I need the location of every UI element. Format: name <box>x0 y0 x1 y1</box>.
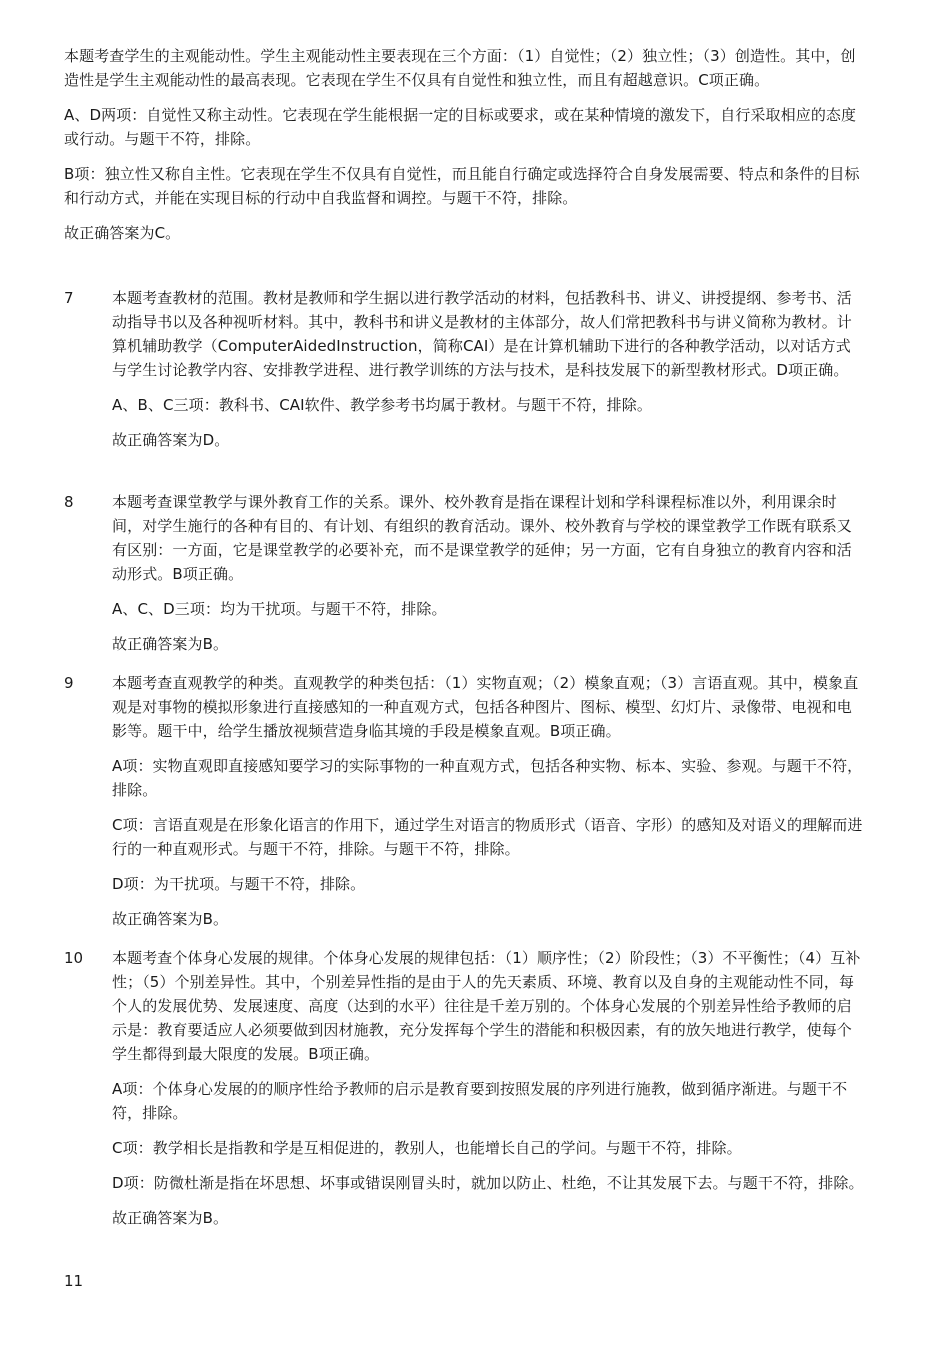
option-analysis: A、C、D三项：均为干扰项。与题干不符，排除。 <box>112 600 447 618</box>
option-a-analysis: A项：实物直观即直接感知要学习的实际事物的一种直观方式，包括各种实物、标本、实验、参观。与题干不符，排除。 <box>112 757 863 799</box>
intro-explanation <box>64 44 864 256</box>
question-number: 9 <box>64 674 74 692</box>
correct-answer: 故正确答案为B。 <box>112 635 229 653</box>
analysis-paragraph: 本题考查课堂教学与课外教育工作的关系。课外、校外教育是指在课程计划和学科课程标准以外，利用课余时间，对学生施行的各种有目的、有计划、有组织的教育活动。课外、校外教育与学校的课堂教学工作既有联系又有区别：一方面，它是课堂教学的必要补充，而不是课堂教学的延伸；另一方面，它有自身独立的教育内容和活动形式。B项正确。 <box>112 493 852 583</box>
question-number: 7 <box>64 289 74 307</box>
question-8 <box>64 490 864 667</box>
option-c-analysis: C项：言语直观是在形象化语言的作用下，通过学生对语言的物质形式（语音、字形）的感知及对语义的理解而进行的一种直观形式。与题干不符，排除。与题干不符，排除。 <box>112 816 863 858</box>
correct-answer: 故正确答案为B。 <box>112 910 229 928</box>
intro-answer: 故正确答案为C。 <box>64 224 181 242</box>
question-number: 8 <box>64 493 74 511</box>
option-d-analysis: D项：为干扰项。与题干不符，排除。 <box>112 875 366 893</box>
question-body <box>112 671 864 931</box>
question-9 <box>64 671 864 942</box>
question-7 <box>64 286 864 463</box>
intro-paragraph-2: A、D两项：自觉性又称主动性。它表现在学生能根据一定的目标或要求，或在某种情境的激发下，自行采取相应的态度或行动。与题干不符，排除。 <box>64 106 857 148</box>
question-body <box>112 946 864 1230</box>
question-body <box>112 490 864 656</box>
question-number: 10 <box>64 949 84 967</box>
question-10 <box>64 946 864 1241</box>
correct-answer: 故正确答案为B。 <box>112 1209 229 1227</box>
correct-answer: 故正确答案为D。 <box>112 431 230 449</box>
question-number: 11 <box>64 1272 84 1290</box>
analysis-paragraph: 本题考查个体身心发展的规律。个体身心发展的规律包括：（1）顺序性；（2）阶段性；（3）不平衡性；（4）互补性；（5）个别差异性。其中，个别差异性指的是由于人的先天素质、环境、教育以及自身的主观能动性不同，每个人的发展优势、发展速度、高度（达到的水平）往往是千差万别的。个体身心发展的个别差异性给予教师的启示是：教育要适应人必须要做到因材施教，充分发挥每个学生的潜能和积极因素，有的放矢地进行教学，使每个学生都得到最大限度的发展。B项正确。 <box>112 949 861 1063</box>
option-analysis: A、B、C三项：教科书、CAI软件、教学参考书均属于教材。与题干不符，排除。 <box>112 396 652 414</box>
intro-paragraph-1: 本题考查学生的主观能动性。学生主观能动性主要表现在三个方面：（1）自觉性；（2）独立性；（3）创造性。其中，创造性是学生主观能动性的最高表现。它表现在学生不仅具有自觉性和独立性，而且有超越意识。C项正确。 <box>64 47 856 89</box>
question-body <box>112 286 864 452</box>
intro-paragraph-3: B项：独立性又称自主性。它表现在学生不仅具有自觉性，而且能自行确定或选择符合自身发展需要、特点和条件的目标和行动方式，并能在实现目标的行动中自我监督和调控。与题干不符，排除。 <box>64 165 860 207</box>
option-c-analysis: C项：教学相长是指教和学是互相促进的，教别人，也能增长自己的学问。与题干不符，排除。 <box>112 1139 742 1157</box>
option-a-analysis: A项：个体身心发展的的顺序性给予教师的启示是教育要到按照发展的序列进行施教，做到循序渐进。与题干不符，排除。 <box>112 1080 848 1122</box>
analysis-paragraph: 本题考查直观教学的种类。直观教学的种类包括：（1）实物直观；（2）模象直观；（3）言语直观。其中，模象直观是对事物的模拟形象进行直接感知的一种直观方式，包括各种图片、图标、模型、幻灯片、录像带、电视和电影等。题干中，给学生播放视频营造身临其境的手段是模象直观。B项正确。 <box>112 674 859 740</box>
option-d-analysis: D项：防微杜渐是指在坏思想、坏事或错误刚冒头时，就加以防止、杜绝，不让其发展下去。与题干不符，排除。 <box>112 1174 864 1192</box>
analysis-paragraph: 本题考查教材的范围。教材是教师和学生据以进行教学活动的材料，包括教科书、讲义、讲授提纲、参考书、活动指导书以及各种视听材料。其中，教科书和讲义是教材的主体部分，故人们常把教科书与讲义简称为教材。计算机辅助教学（ComputerAidedInstruction，简称CAI）是在计算机辅助下进行的各种教学活动，以对话方式与学生讨论教学内容、安排教学进程、进行教学训练的方法与技术，是科技发展下的新型教材形式。D项正确。 <box>112 289 852 379</box>
